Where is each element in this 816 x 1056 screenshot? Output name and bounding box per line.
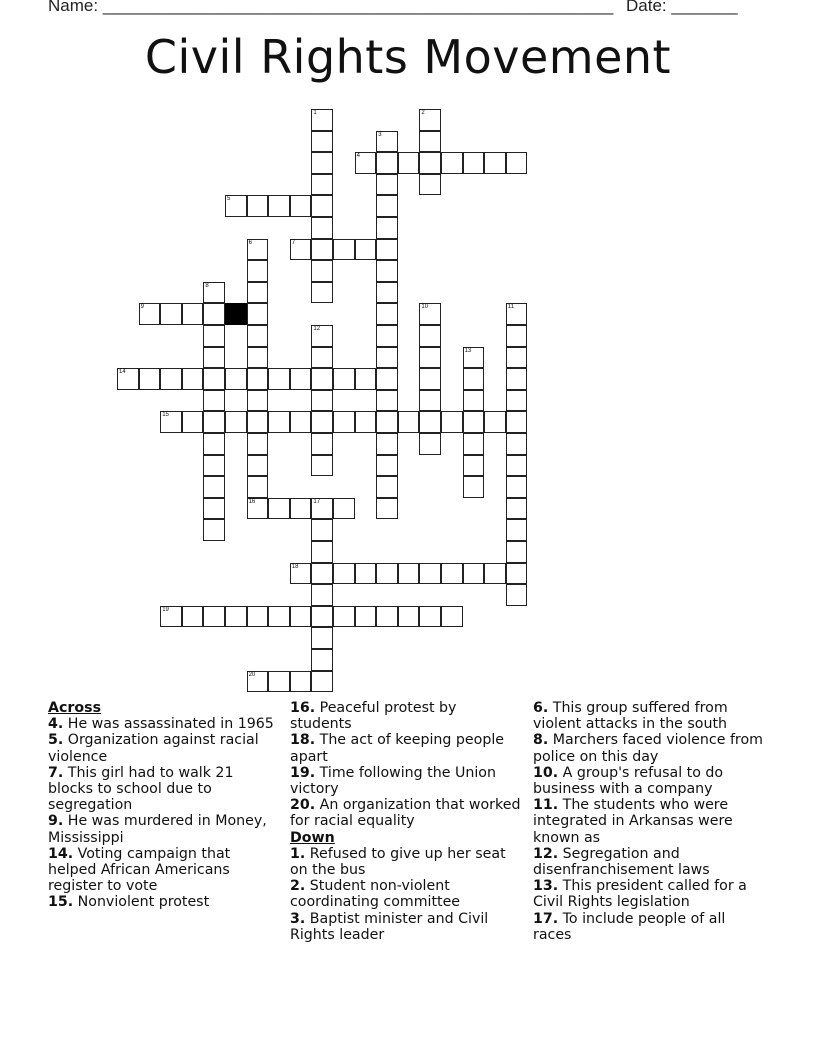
crossword-cell[interactable] <box>355 368 377 390</box>
crossword-cell[interactable] <box>290 498 312 520</box>
crossword-cell[interactable] <box>311 584 333 606</box>
crossword-cell[interactable] <box>419 347 441 369</box>
crossword-cell[interactable] <box>506 152 528 174</box>
crossword-cell[interactable] <box>419 368 441 390</box>
crossword-cell[interactable] <box>311 325 333 347</box>
crossword-cell[interactable] <box>290 563 312 585</box>
crossword-cell[interactable] <box>376 390 398 412</box>
clue-item-number: 14. <box>48 845 74 862</box>
clue-item <box>290 911 522 943</box>
date-label: Date: <box>626 0 667 15</box>
clue-number: 8 <box>205 282 209 289</box>
crossword-cell[interactable] <box>355 411 377 433</box>
clue-item-text: He was assassinated in 1965 <box>63 716 274 733</box>
crossword-cell[interactable] <box>376 368 398 390</box>
crossword-cell[interactable] <box>225 195 247 217</box>
crossword-cell[interactable] <box>290 195 312 217</box>
crossword-cell[interactable] <box>333 411 355 433</box>
crossword-cell[interactable] <box>203 433 225 455</box>
crossword-cell[interactable] <box>441 563 463 585</box>
crossword-cell[interactable] <box>398 563 420 585</box>
crossword-cell[interactable] <box>419 174 441 196</box>
clue-item <box>533 846 765 878</box>
crossword-cell[interactable] <box>355 563 377 585</box>
clue-item <box>533 765 765 797</box>
clue-item-text: Refused to give up her seat on the bus <box>290 845 506 879</box>
crossword-cell[interactable] <box>203 476 225 498</box>
crossword-cell[interactable] <box>463 476 485 498</box>
crossword-cell[interactable] <box>398 152 420 174</box>
clue-item-number: 3. <box>290 910 306 927</box>
crossword-cell[interactable] <box>247 325 269 347</box>
crossword-cell[interactable] <box>484 563 506 585</box>
crossword-cell[interactable] <box>311 368 333 390</box>
crossword-cell[interactable] <box>419 563 441 585</box>
clue-item-text: A group's refusal to do business with a company <box>533 764 724 798</box>
clue-item-number: 15. <box>48 894 74 911</box>
clue-item-text: He was murdered in Money, Mississippi <box>48 813 267 846</box>
crossword-cell[interactable] <box>419 411 441 433</box>
clue-item-number: 20. <box>290 797 316 814</box>
crossword-cell[interactable] <box>311 131 333 153</box>
clue-item-text: Segregation and disenfranchisement laws <box>533 845 710 879</box>
crossword-cell[interactable] <box>203 390 225 412</box>
crossword-cell[interactable] <box>311 541 333 563</box>
crossword-cell[interactable] <box>182 303 204 325</box>
crossword-cell[interactable] <box>225 606 247 628</box>
clues-column-3 <box>533 700 765 943</box>
crossword-cell[interactable] <box>247 455 269 477</box>
crossword-cell[interactable] <box>376 411 398 433</box>
crossword-cell[interactable] <box>268 671 290 693</box>
crossword-cell[interactable] <box>333 368 355 390</box>
crossword-cell[interactable] <box>247 195 269 217</box>
crossword-cell[interactable] <box>268 195 290 217</box>
crossword-cell[interactable] <box>398 411 420 433</box>
crossword-cell[interactable] <box>376 347 398 369</box>
crossword-cell[interactable] <box>506 563 528 585</box>
crossword-cell[interactable] <box>376 260 398 282</box>
crossword-cell[interactable] <box>506 519 528 541</box>
clue-item-text: This girl had to walk 21 blocks to school due to segregation <box>48 764 234 814</box>
clue-item-text: Marchers faced violence from police on this day <box>533 732 763 765</box>
crossword-cell[interactable] <box>376 476 398 498</box>
clues-column-1 <box>48 700 280 911</box>
crossword-cell[interactable] <box>247 498 269 520</box>
crossword-cell[interactable] <box>441 606 463 628</box>
crossword-cell[interactable] <box>247 303 269 325</box>
clue-number: 20 <box>248 671 256 678</box>
crossword-cell[interactable] <box>506 368 528 390</box>
crossword-cell[interactable] <box>311 174 333 196</box>
crossword-cell[interactable] <box>247 282 269 304</box>
clue-number: 16 <box>248 498 256 505</box>
crossword-cell[interactable] <box>484 411 506 433</box>
crossword-cell[interactable] <box>160 303 182 325</box>
crossword-cell[interactable] <box>419 109 441 131</box>
crossword-cell[interactable] <box>441 152 463 174</box>
crossword-cell[interactable] <box>506 303 528 325</box>
crossword-cell[interactable] <box>376 131 398 153</box>
clue-item-number: 7. <box>48 764 64 781</box>
clue-number: 9 <box>140 304 144 311</box>
clue-item <box>533 911 765 943</box>
crossword-cell[interactable] <box>506 455 528 477</box>
clue-item-number: 17. <box>533 910 559 927</box>
crossword-cell[interactable] <box>311 411 333 433</box>
crossword-cell[interactable] <box>355 606 377 628</box>
clue-item-number: 16. <box>290 700 316 716</box>
crossword-cell[interactable] <box>311 195 333 217</box>
clue-number: 5 <box>227 196 231 203</box>
clue-item-text: Voting campaign that helped African Americans register to vote <box>48 845 231 895</box>
crossword-cell[interactable] <box>311 455 333 477</box>
crossword-cell[interactable] <box>463 411 485 433</box>
clue-item-text: Nonviolent protest <box>73 894 210 911</box>
crossword-cell[interactable] <box>203 282 225 304</box>
crossword-cell[interactable] <box>311 519 333 541</box>
crossword-cell[interactable] <box>290 411 312 433</box>
clue-item-text: This president called for a Civil Rights legislation <box>533 878 747 911</box>
crossword-cell[interactable] <box>355 239 377 261</box>
crossword-cell[interactable] <box>376 606 398 628</box>
clue-number: 2 <box>421 110 425 116</box>
crossword-cell[interactable] <box>311 498 333 520</box>
crossword-cell[interactable] <box>311 282 333 304</box>
clue-item-number: 9. <box>48 813 64 830</box>
clue-item-text: The act of keeping people apart <box>290 732 505 765</box>
crossword-cell[interactable] <box>311 563 333 585</box>
crossword-cell[interactable] <box>463 347 485 369</box>
clue-item <box>48 765 280 814</box>
clue-item-number: 13. <box>533 878 559 895</box>
crossword-cell[interactable] <box>247 433 269 455</box>
crossword-cell[interactable] <box>182 606 204 628</box>
clue-item <box>48 813 280 845</box>
crossword-cell[interactable] <box>117 368 139 390</box>
clue-item-number: 10. <box>533 764 559 781</box>
crossword-cell[interactable] <box>203 368 225 390</box>
crossword-cell[interactable] <box>506 584 528 606</box>
clue-number: 17 <box>313 498 321 505</box>
clue-number: 3 <box>378 131 382 138</box>
crossword-cell[interactable] <box>376 217 398 239</box>
crossword-cell[interactable] <box>506 476 528 498</box>
crossword-cell[interactable] <box>160 368 182 390</box>
clue-item-number: 2. <box>290 878 306 895</box>
clue-number: 18 <box>291 563 299 570</box>
clue-number: 14 <box>119 369 126 376</box>
crossword-cell[interactable] <box>139 368 161 390</box>
crossword-cell[interactable] <box>419 303 441 325</box>
crossword-cell[interactable] <box>419 433 441 455</box>
crossword-cell[interactable] <box>139 303 161 325</box>
clue-item-number: 1. <box>290 845 306 862</box>
clue-item-text: To include people of all races <box>533 910 726 943</box>
crossword-cell[interactable] <box>506 541 528 563</box>
crossword-cell[interactable] <box>463 368 485 390</box>
crossword-cell[interactable] <box>376 455 398 477</box>
crossword-cell[interactable] <box>203 519 225 541</box>
crossword-cell[interactable] <box>376 152 398 174</box>
clue-number: 11 <box>507 304 515 311</box>
clue-item-text: Organization against racial violence <box>48 732 259 765</box>
crossword-cell[interactable] <box>376 195 398 217</box>
clue-item <box>533 700 765 732</box>
clue-item-number: 4. <box>48 716 64 733</box>
clue-item-number: 11. <box>533 797 559 814</box>
crossword-cell[interactable] <box>290 239 312 261</box>
crossword-cell[interactable] <box>376 239 398 261</box>
clue-item-text: Baptist minister and Civil Rights leader <box>290 910 489 943</box>
crossword-cell[interactable] <box>463 433 485 455</box>
clue-item-number: 6. <box>533 700 549 716</box>
crossword-cell[interactable] <box>376 174 398 196</box>
clue-item <box>48 716 280 732</box>
clue-item <box>290 765 522 797</box>
crossword-cell[interactable] <box>182 411 204 433</box>
crossword-cell[interactable] <box>311 390 333 412</box>
clue-number: 7 <box>291 239 296 246</box>
crossword-cell[interactable] <box>182 368 204 390</box>
crossword-cell[interactable] <box>290 606 312 628</box>
clue-number: 10 <box>421 304 429 311</box>
name-label: Name: <box>48 0 99 15</box>
crossword-cell[interactable] <box>376 498 398 520</box>
crossword-cell[interactable] <box>484 152 506 174</box>
clue-item-text: An organization that worked for racial equality <box>290 797 521 830</box>
crossword-cell[interactable] <box>247 606 269 628</box>
clue-item-text: The students who were integrated in Arkansas were known as <box>533 797 733 846</box>
crossword-cell[interactable] <box>225 368 247 390</box>
crossword-cell[interactable] <box>311 152 333 174</box>
clue-number: 4 <box>356 153 360 160</box>
crossword-cell[interactable] <box>311 217 333 239</box>
crossword-cell[interactable] <box>203 411 225 433</box>
clue-item-number: 18. <box>290 732 316 749</box>
crossword-cell[interactable] <box>376 563 398 585</box>
clue-item <box>290 700 522 732</box>
clue-number: 19 <box>162 606 169 613</box>
crossword-cell[interactable] <box>355 152 377 174</box>
crossword-cell[interactable] <box>376 303 398 325</box>
crossword-cell[interactable] <box>333 239 355 261</box>
clue-item <box>48 894 280 910</box>
crossword-cell[interactable] <box>160 606 182 628</box>
crossword-cell[interactable] <box>268 606 290 628</box>
crossword-cell[interactable] <box>203 455 225 477</box>
clue-item-text: This group suffered from violent attacks in the south <box>533 700 728 733</box>
clue-item-text: Student non-violent coordinating committee <box>290 878 461 911</box>
crossword-cell[interactable] <box>160 411 182 433</box>
black-square <box>225 303 247 325</box>
crossword-cell[interactable] <box>247 476 269 498</box>
clue-item <box>533 878 765 910</box>
clue-number: 12 <box>313 326 321 332</box>
crossword-cell[interactable] <box>419 325 441 347</box>
crossword-cell[interactable] <box>376 433 398 455</box>
crossword-cell[interactable] <box>419 606 441 628</box>
crossword-cell[interactable] <box>311 627 333 649</box>
crossword-cell[interactable] <box>463 390 485 412</box>
clue-number: 6 <box>248 239 252 246</box>
crossword-cell[interactable] <box>506 347 528 369</box>
crossword-cell[interactable] <box>247 411 269 433</box>
crossword-cell[interactable] <box>268 368 290 390</box>
crossword-cell[interactable] <box>419 152 441 174</box>
clues-column-2 <box>290 700 522 943</box>
crossword-cell[interactable] <box>247 239 269 261</box>
crossword-cell[interactable] <box>311 433 333 455</box>
crossword-cell[interactable] <box>419 390 441 412</box>
crossword-cell[interactable] <box>203 303 225 325</box>
crossword-cell[interactable] <box>463 455 485 477</box>
crossword-cell[interactable] <box>333 563 355 585</box>
crossword-cell[interactable] <box>247 368 269 390</box>
name-line: ______________________________________________________ <box>102 0 614 15</box>
clue-number: 13 <box>464 347 472 354</box>
clue-item <box>290 846 522 878</box>
clue-item-text: Time following the Union victory <box>290 764 496 798</box>
clue-item-number: 8. <box>533 732 549 749</box>
clue-item-number: 12. <box>533 845 559 862</box>
crossword-cell[interactable] <box>376 282 398 304</box>
crossword-cell[interactable] <box>247 260 269 282</box>
crossword-cell[interactable] <box>247 390 269 412</box>
clue-item-number: 5. <box>48 732 64 749</box>
crossword-cell[interactable] <box>441 411 463 433</box>
crossword-cell[interactable] <box>463 152 485 174</box>
crossword-cell[interactable] <box>268 498 290 520</box>
crossword-cell[interactable] <box>311 109 333 131</box>
crossword-cell[interactable] <box>225 411 247 433</box>
crossword-cell[interactable] <box>203 347 225 369</box>
page-title: Civil Rights Movement <box>144 30 672 84</box>
clue-item <box>48 846 280 895</box>
crossword-cell[interactable] <box>419 131 441 153</box>
clue-item <box>290 732 522 764</box>
crossword-cell[interactable] <box>376 325 398 347</box>
clue-item-text: Peaceful protest by students <box>290 700 457 733</box>
crossword-cell[interactable] <box>203 498 225 520</box>
clue-item <box>290 797 522 829</box>
crossword-cell[interactable] <box>333 606 355 628</box>
clue-item <box>533 732 765 764</box>
crossword-cell[interactable] <box>247 671 269 693</box>
clue-item-number: 19. <box>290 764 316 781</box>
crossword-cell[interactable] <box>311 347 333 369</box>
date-line: _______ <box>671 0 738 15</box>
clue-item <box>48 732 280 764</box>
crossword-cell[interactable] <box>506 411 528 433</box>
crossword-cell[interactable] <box>398 606 420 628</box>
crossword-cell[interactable] <box>463 563 485 585</box>
crossword-cell[interactable] <box>203 606 225 628</box>
crossword-cell[interactable] <box>506 325 528 347</box>
crossword-cell[interactable] <box>290 671 312 693</box>
crossword-cell[interactable] <box>333 498 355 520</box>
crossword-cell[interactable] <box>203 325 225 347</box>
crossword-cell[interactable] <box>506 433 528 455</box>
across-heading: Across <box>48 700 102 716</box>
crossword-cell[interactable] <box>311 260 333 282</box>
crossword-cell[interactable] <box>506 498 528 520</box>
crossword-cell[interactable] <box>311 671 333 693</box>
clue-item <box>290 878 522 910</box>
crossword-cell[interactable] <box>311 606 333 628</box>
crossword-cell[interactable] <box>290 368 312 390</box>
crossword-cell[interactable] <box>311 239 333 261</box>
crossword-cell[interactable] <box>247 347 269 369</box>
clue-number: 1 <box>313 110 317 116</box>
crossword-cell[interactable] <box>268 411 290 433</box>
clue-item <box>533 797 765 846</box>
down-heading: Down <box>290 829 335 846</box>
crossword-cell[interactable] <box>506 390 528 412</box>
crossword-cell[interactable] <box>311 649 333 671</box>
clue-number: 15 <box>162 412 169 419</box>
